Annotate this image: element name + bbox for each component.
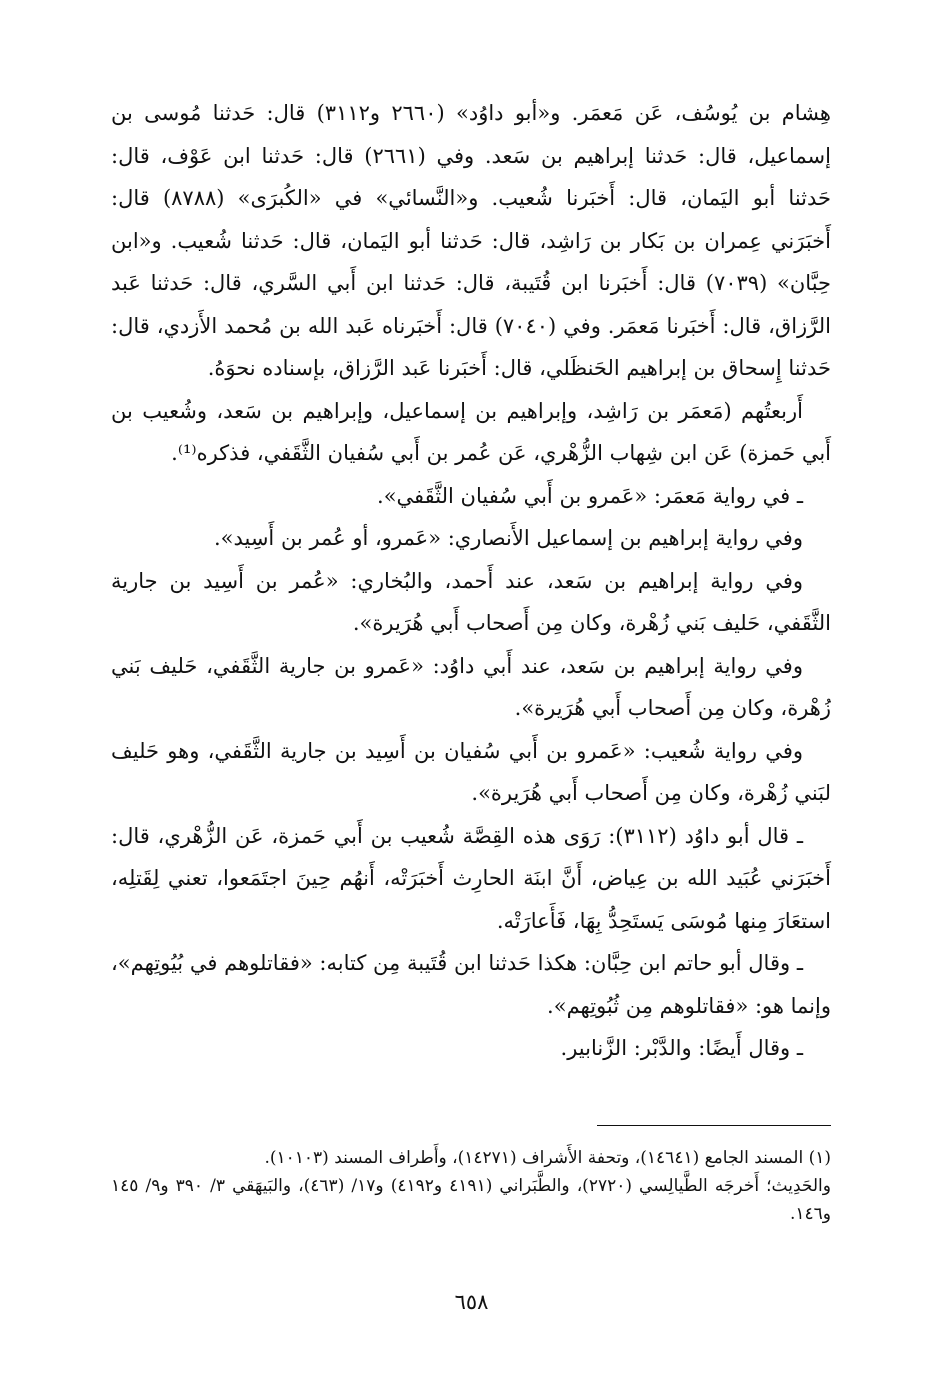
page-content [111,92,831,1070]
paragraph-ibn-hibban-comment: ـ وقال أبو حاتم ابن حِبَّان: هكذا حَدثنا ابن قُتَيبة مِن كتابه: «فقاتلوهم في بُيُوتِهم»، وإنما هو: «فقاتلوهم مِن ثُبُوتِهم». [111,951,831,1018]
paragraph-ibrahim-saad-abu-dawud: وفي رواية إبراهيم بن سَعد، عند أَبي داوُد: «عَمرو بن جارية الثَّقَفي، حَليف بَني زُهْرة، وكان مِن أَصحاب أَبي هُرَيرة». [111,653,831,720]
paragraph-isnad: هِشام بن يُوسُف، عَن مَعمَر. و«أبو داوُد» (٢٦٦٠ و٣١١٢) قال: حَدثنا مُوسى بن إسماعيل، قال: حَدثنا إبراهيم بن سَعد. وفي (٢٦٦١) قال: حَدثنا ابن عَوْف، قال: حَدثنا أبو اليَمان، قال: أَخبَرنا شُعيب. و«النَّسائي» في «الكُبرَى» (٨٧٨٨) قال: أَخبَرَني عِمران بن بَكار بن رَاشِد، قال: حَدثنا أبو اليَمان، قال: حَدثنا شُعيب. و«ابن حِبَّان» (٧٠٣٩) قال: أَخبَرنا ابن قُتَيبة، قال: حَدثنا ابن أَبي السَّري، قال: حَدثنا عَبد الرَّزاق، قال: أَخبَرنا مَعمَر. وفي (٧٠٤٠) قال: أَخبَرناه عَبد الله بن مُحمد الأَزدي، قال: حَدثنا إِسحاق بن إبراهيم الحَنظَلي، قال: أَخبَرنا عَبد الرَّزاق، بإسناده نحوَهُ. [111,101,832,380]
paragraph-abu-dawud-comment: ـ قال أبو داوُد (٣١١٢): رَوَى هذه القِصَّة شُعيب بن أَبي حَمزة، عَن الزُّهْري، قال: أَخبَرَني عُبَيد الله بن عِياض، أَنَّ ابنَة الحارِث أَخبَرَتْه، أَنهُم حِينَ اجتَمَعوا، تعني لِقَتلِه، استعَارَ مِنها مُوسَى يَستَحِدُّ بِهَا، فَأَعارَتْه. [111,823,831,933]
main-text [111,92,831,1070]
paragraph-ibrahim-ansari-narration: وفي رواية إبراهيم بن إسماعيل الأَنصاري: «عَمرو، أو عُمر بن أَسِيد». [213,526,803,550]
paragraph-ibrahim-saad-ahmad-bukhari: وفي رواية إبراهيم بن سَعد، عند أَحمد، والبُخاري: «عُمر بن أَسِيد بن جارية الثَّقَفي، حَليف بَني زُهْرة، وكان مِن أَصحاب أَبي هُرَيرة». [111,568,831,635]
footnotes [111,1144,831,1228]
footnote-1-continuation: والحَدِيث؛ أَخرجَه الطَّيالِسي (٢٧٢٠)، والطَّبَراني (٤١٩١ و٤١٩٢) و١٧/ (٤٦٣)، والبَيهَقي ٣/ ٣٩٠ و٩/ ١٤٥ و١٤٦. [111,1176,831,1224]
footnote-1: (١) المسند الجامع (١٤٦٤١)، وتحفة الأَشراف (١٤٢٧١)، وأَطراف المسند (١٠١٠٣). [264,1148,831,1168]
page-number: ٦٥٨ [454,1290,489,1314]
paragraph-four-narrators: أَربعتُهم (مَعمَر بن رَاشِد، وإبراهيم بن إسماعيل، وإبراهيم بن سَعد، وشُعيب بن أَبي حَمزة) عَن ابن شِهاب الزُّهْري، عَن عُمر بن أَبي سُفيان الثَّقَفي، فذكره⁽¹⁾. [111,398,831,465]
paragraph-mamar-narration: ـ في رواية مَعمَر: «عَمرو بن أَبي سُفيان الثَّقَفي». [377,483,803,508]
footnote-separator [597,1125,831,1126]
paragraph-shuayb-narration: وفي رواية شُعيب: «عَمرو بن أَبي سُفيان بن أَسِيد بن جارية الثَّقَفي، وهو حَليف لبَني زُهْرة، وكان مِن أَصحاب أَبي هُرَيرة». [111,738,831,805]
paragraph-dabr-definition: ـ وقال أَيضًا: والدَّبْر: الزَّنابير. [560,1036,803,1060]
